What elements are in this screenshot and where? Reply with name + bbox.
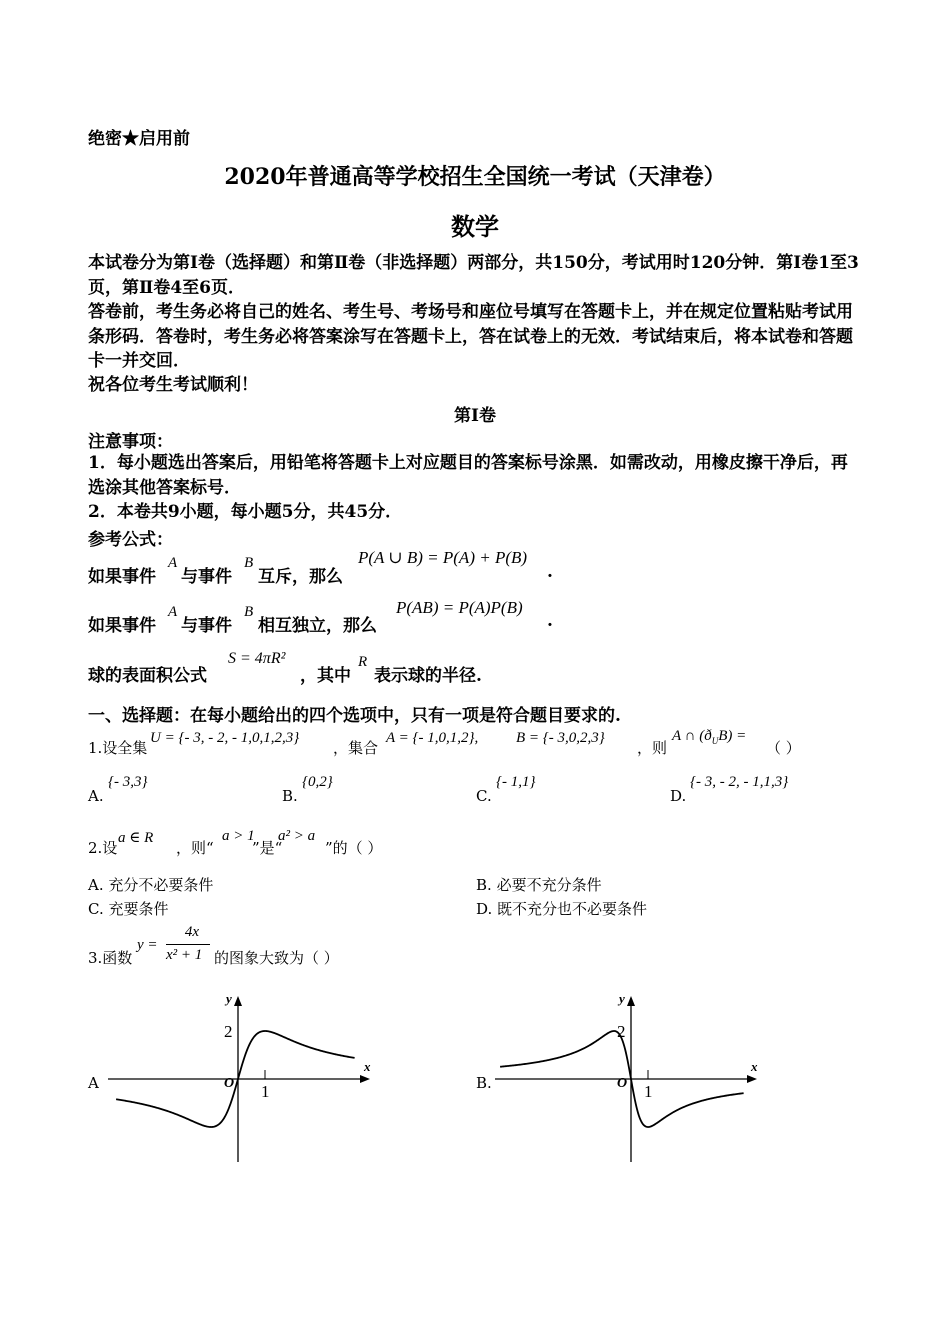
- q3-pre: 3.函数: [88, 949, 133, 967]
- part1-heading: 一、选择题：在每小题给出的四个选项中，只有一项是符合题目要求的.: [88, 706, 621, 726]
- formula-1-post: 互斥，那么: [258, 567, 343, 587]
- formula-2-a: A: [168, 604, 178, 620]
- formula-1-pre: 如果事件: [88, 567, 156, 587]
- y-axis-arrow: [627, 996, 635, 1006]
- q2-pre: 2.设: [88, 839, 118, 857]
- y-axis-arrow: [234, 996, 242, 1006]
- intro-paragraph-3: 祝各位考生考试顺利！: [88, 375, 258, 395]
- x-tick-label: 1: [261, 1082, 270, 1101]
- subject-title: 数学: [451, 212, 499, 241]
- q1-option-d-value: {- 3, - 2, - 1,1,3}: [690, 774, 789, 790]
- formula-3-mid: ，其中: [300, 666, 351, 686]
- formula-2-post: 相互独立，那么: [258, 616, 377, 636]
- x-axis-arrow: [360, 1075, 370, 1083]
- formula-2-pre: 如果事件: [88, 616, 156, 636]
- formula-3-post: 表示球的半径.: [374, 666, 482, 686]
- formula-3-pre: 球的表面积公式: [88, 666, 207, 686]
- formula-2-end: .: [547, 611, 553, 631]
- origin-label: O: [617, 1076, 628, 1091]
- q3-graph-b-label[interactable]: B.: [476, 1074, 492, 1092]
- formula-1-b: B: [244, 555, 254, 571]
- formula-1-a: A: [168, 555, 178, 571]
- x-tick-label: 1: [644, 1082, 653, 1101]
- q1-universal-set: U = {- 3, - 2, - 1,0,1,2,3}: [150, 730, 300, 746]
- formula-2-b: B: [244, 604, 254, 620]
- q1-paren: （ ）: [766, 739, 801, 757]
- y-axis-label: y: [226, 991, 232, 1006]
- origin-label: O: [224, 1076, 235, 1091]
- y-tick-label: 2: [617, 1022, 626, 1041]
- q3-denominator: x² + 1: [166, 947, 203, 963]
- x-axis-label: x: [364, 1059, 371, 1074]
- q2-post: ”的（ ）: [325, 839, 383, 857]
- q3-graph-a[interactable]: [108, 990, 378, 1165]
- formula-2-expr: P(AB) = P(A)P(B): [396, 598, 523, 617]
- q1-expression: A ∩ $(ð_UB)$ =: [672, 728, 747, 746]
- q3-fraction-bar: [166, 944, 210, 945]
- q2-q: a² > a: [278, 828, 316, 844]
- notice-item-1: 1．每小题选出答案后，用铅笔将答题卡上对应题目的答案标号涂黑．如需改动，用橡皮擦干净后，再选涂其他答案标号．: [88, 453, 848, 498]
- notice-item-2: 2．本卷共9小题，每小题5分，共45分．: [88, 502, 403, 522]
- q3-graph-b[interactable]: [495, 990, 765, 1165]
- q2-p: a > 1: [222, 828, 255, 844]
- secret-mark: 绝密★启用前: [88, 129, 190, 149]
- q1-sep1: ，集合: [333, 739, 379, 757]
- x-axis-label: x: [751, 1059, 758, 1074]
- x-axis-arrow: [747, 1075, 757, 1083]
- q2-option-c[interactable]: C. 充要条件: [88, 900, 169, 918]
- q1-option-d-label[interactable]: D.: [670, 787, 687, 805]
- formula-3-r: R: [358, 654, 368, 670]
- q2-option-d[interactable]: D. 既不充分也不必要条件: [476, 900, 648, 918]
- q1-set-b: B = {- 3,0,2,3}: [516, 730, 605, 746]
- q2-mid2: ”是“: [252, 839, 283, 857]
- q1-option-b-value: {0,2}: [302, 774, 333, 790]
- formula-1-expr: P(A ∪ B) = P(A) + P(B): [358, 548, 528, 567]
- q1-option-c-value: {- 1,1}: [496, 774, 536, 790]
- formula-1-mid: 与事件: [181, 567, 232, 587]
- notice-title: 注意事项：: [88, 432, 173, 452]
- formula-title: 参考公式：: [88, 530, 173, 550]
- formula-3-expr: S = 4πR²: [228, 650, 286, 667]
- intro-paragraph-2: 答卷前，考生务必将自己的姓名、考生号、考场号和座位号填写在答题卡上，并在规定位置粘贴考试用条形码．答卷时，考生务必将答案涂写在答题卡上，答在试卷上的无效．考试结束后，将本试卷和答题卡一并交回．: [88, 302, 853, 371]
- q1-option-c-label[interactable]: C.: [476, 787, 492, 805]
- exam-title: 2020年普通高等学校招生全国统一考试（天津卷）: [224, 164, 726, 190]
- q1-sep2: ，则: [637, 739, 668, 757]
- q2-option-a[interactable]: A. 充分不必要条件: [88, 876, 214, 894]
- q1-option-b-label[interactable]: B.: [282, 787, 298, 805]
- q3-y: y =: [137, 937, 158, 953]
- q2-condition: a ∈ R: [118, 830, 154, 846]
- q3-numerator: 4x: [184, 924, 200, 940]
- q3-post: 的图象大致为（ ）: [214, 949, 339, 967]
- section-heading: 第I卷: [454, 406, 496, 426]
- q2-mid1: ，则“: [176, 839, 214, 857]
- y-tick-label: 2: [224, 1022, 233, 1041]
- formula-2-mid: 与事件: [181, 616, 232, 636]
- q1-option-a-label[interactable]: A.: [88, 787, 104, 805]
- q1-stem-pre: 1.设全集: [88, 739, 148, 757]
- q3-graph-a-label[interactable]: A: [88, 1074, 99, 1092]
- q1-option-a-value: {- 3,3}: [108, 774, 148, 790]
- q2-option-b[interactable]: B. 必要不充分条件: [476, 876, 602, 894]
- y-axis-label: y: [619, 991, 625, 1006]
- formula-1-end: .: [547, 562, 553, 582]
- intro-paragraph-1: 本试卷分为第Ⅰ卷（选择题）和第Ⅱ卷（非选择题）两部分，共150分，考试用时120分钟．第Ⅰ卷1至3页，第Ⅱ卷4至6页．: [88, 253, 859, 298]
- q1-set-a: A = {- 1,0,1,2},: [386, 730, 479, 746]
